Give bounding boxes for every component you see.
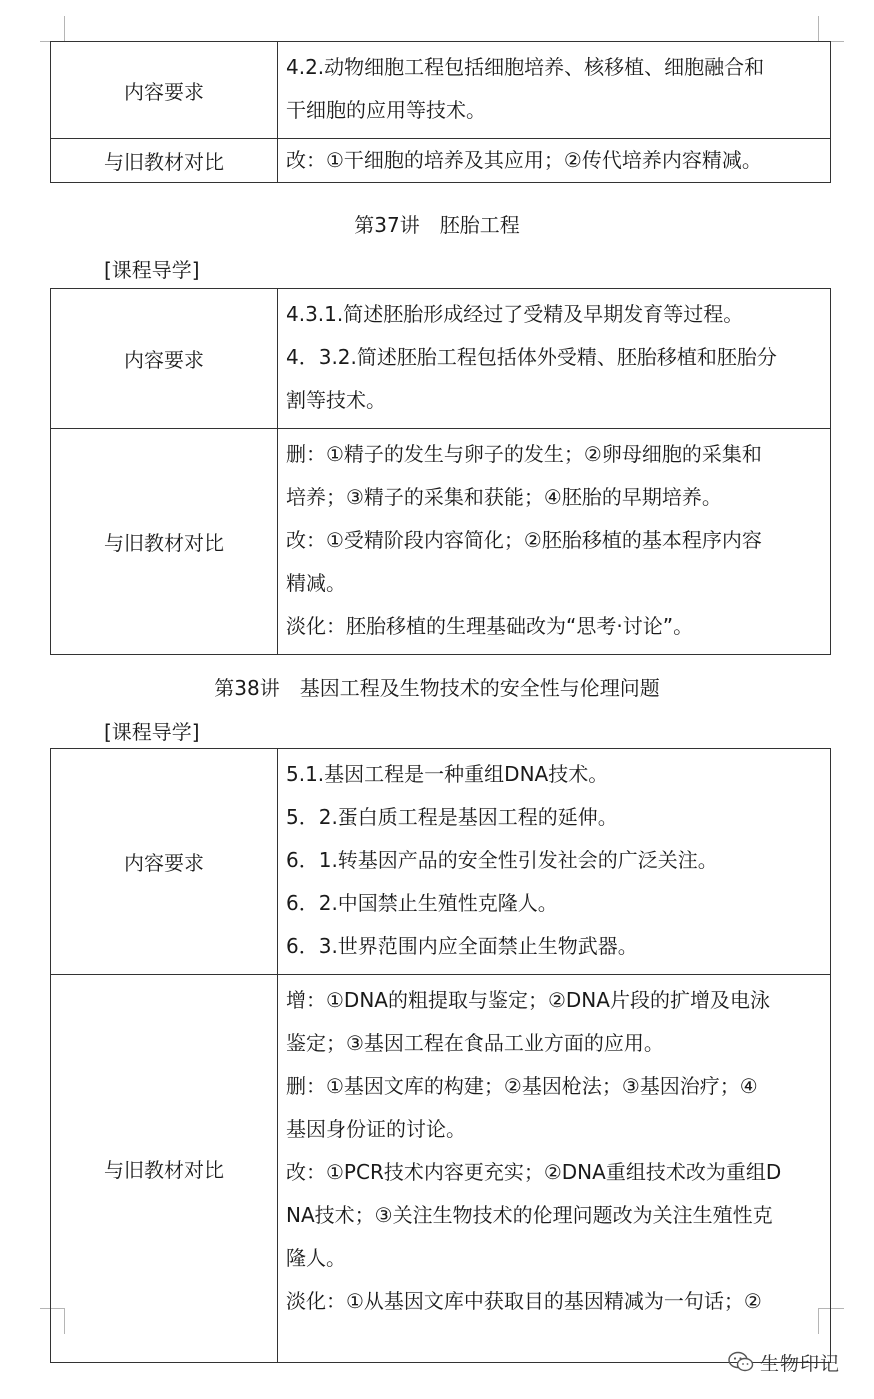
- row-content: [278, 749, 831, 975]
- content-line: 5．2.蛋白质工程是基因工程的延伸。: [286, 805, 618, 829]
- table-row: [51, 289, 831, 429]
- content-line: 淡化：胚胎移植的生理基础改为“思考·讨论”。: [286, 614, 694, 638]
- row-content: [278, 975, 831, 1363]
- table-row: [51, 429, 831, 655]
- crop-mark: [818, 16, 819, 42]
- course-guide-label: [课程导学]: [104, 720, 200, 744]
- content-line: 培养；③精子的采集和获能；④胚胎的早期培养。: [286, 485, 722, 509]
- table-embryo-engineering: [50, 288, 831, 655]
- row-label: 与旧教材对比: [51, 139, 278, 183]
- content-line: 改：①PCR技术内容更充实；②DNA重组技术改为重组D: [286, 1160, 782, 1184]
- table-row: [51, 42, 831, 139]
- course-guide-label: [课程导学]: [104, 258, 200, 282]
- content-line: 淡化：①从基因文库中获取目的基因精减为一句话；②: [286, 1289, 762, 1313]
- content-line: 鉴定；③基因工程在食品工业方面的应用。: [286, 1031, 664, 1055]
- content-line: 改：①干细胞的培养及其应用；②传代培养内容精减。: [286, 148, 762, 172]
- table-row: [51, 975, 831, 1363]
- content-line: 割等技术。: [286, 388, 386, 412]
- row-label: 与旧教材对比: [51, 975, 278, 1363]
- table-row: [51, 139, 831, 183]
- section-title: 第38讲 基因工程及生物技术的安全性与伦理问题: [214, 676, 660, 700]
- row-label: 内容要求: [51, 42, 278, 139]
- row-label: 内容要求: [51, 749, 278, 975]
- row-label: 与旧教材对比: [51, 429, 278, 655]
- row-label: 内容要求: [51, 289, 278, 429]
- content-line: 4.2.动物细胞工程包括细胞培养、核移植、细胞融合和: [286, 55, 765, 79]
- content-line: 干细胞的应用等技术。: [286, 98, 486, 122]
- table-genetic-engineering: [50, 748, 831, 1363]
- content-line: 4.3.1.简述胚胎形成经过了受精及早期发育等过程。: [286, 302, 744, 326]
- table-animal-cell-engineering: [50, 41, 831, 183]
- row-content: [278, 429, 831, 655]
- content-line: 5.1.基因工程是一种重组DNA技术。: [286, 762, 609, 786]
- table-row: [51, 749, 831, 975]
- wechat-icon: [728, 1351, 754, 1373]
- content-line: 删：①基因文库的构建；②基因枪法；③基因治疗；④: [286, 1074, 758, 1098]
- crop-mark: [64, 16, 65, 42]
- content-line: 基因身份证的讨论。: [286, 1117, 466, 1141]
- content-line: 精减。: [286, 571, 346, 595]
- content-line: NA技术；③关注生物技术的伦理问题改为关注生殖性克: [286, 1203, 773, 1227]
- content-line: 6．1.转基因产品的安全性引发社会的广泛关注。: [286, 848, 718, 872]
- content-line: 隆人。: [286, 1246, 346, 1270]
- content-line: 6．3.世界范围内应全面禁止生物武器。: [286, 934, 638, 958]
- content-line: 删：①精子的发生与卵子的发生；②卵母细胞的采集和: [286, 442, 762, 466]
- watermark: [728, 1349, 846, 1375]
- content-line: 增：①DNA的粗提取与鉴定；②DNA片段的扩增及电泳: [286, 988, 770, 1012]
- content-line: 4．3.2.简述胚胎工程包括体外受精、胚胎移植和胚胎分: [286, 345, 777, 369]
- content-line: 改：①受精阶段内容简化；②胚胎移植的基本程序内容: [286, 528, 762, 552]
- row-content: [278, 289, 831, 429]
- watermark-text: 生物印记: [760, 1352, 841, 1375]
- content-line: 6．2.中国禁止生殖性克隆人。: [286, 891, 558, 915]
- row-content: [278, 139, 831, 183]
- row-content: [278, 42, 831, 139]
- section-title: 第37讲 胚胎工程: [354, 213, 520, 237]
